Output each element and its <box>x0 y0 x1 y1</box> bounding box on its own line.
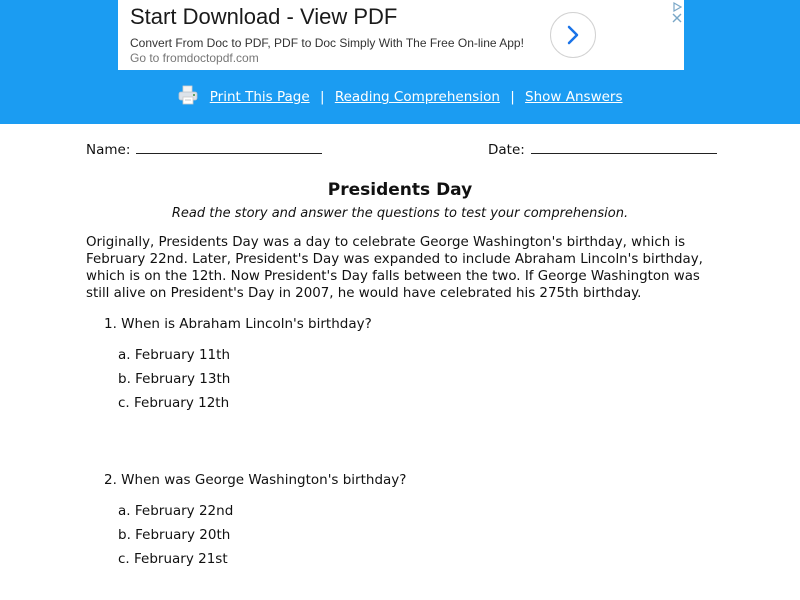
worksheet-title: Presidents Day <box>327 180 473 200</box>
close-icon[interactable] <box>672 13 682 23</box>
reading-comprehension-link[interactable]: Reading Comprehension <box>334 89 500 105</box>
name-field <box>86 140 322 158</box>
printer-icon[interactable] <box>177 84 199 106</box>
show-answers-link[interactable]: Show Answers <box>525 89 623 105</box>
name-label: Name: <box>86 142 131 158</box>
name-blank[interactable] <box>136 140 322 154</box>
question-2-option-b[interactable]: b. February 20th <box>118 527 231 543</box>
story-text: Originally, Presidents Day was a day to celebrate George Washington's birthday, which is February 22nd. Later, President's Day was expanded to include Abraham Lincoln's birthday, which is on the 12th. Now President's Day falls between the two. If George Washington was still alive on President's Day in 2007, he would have celebrated his 275th birthday. <box>86 235 703 301</box>
print-page-link[interactable]: Print This Page <box>209 89 310 105</box>
worksheet-nav <box>0 86 800 108</box>
advertisement[interactable] <box>118 0 684 70</box>
question-1: 1. When is Abraham Lincoln's birthday? <box>104 316 372 332</box>
ad-url[interactable]: Go to fromdoctopdf.com <box>130 51 259 65</box>
question-2-option-c[interactable]: c. February 21st <box>118 551 228 567</box>
worksheet-instructions: Read the story and answer the questions to test your comprehension. <box>171 206 629 221</box>
date-label: Date: <box>488 142 525 158</box>
ad-choices-icon[interactable] <box>672 2 682 12</box>
question-1-option-b[interactable]: b. February 13th <box>118 371 231 387</box>
question-2-option-a[interactable]: a. February 22nd <box>118 503 234 519</box>
date-blank[interactable] <box>531 140 717 154</box>
ad-title[interactable]: Start Download - View PDF <box>130 4 398 29</box>
nav-separator: | <box>510 89 515 105</box>
ad-controls <box>670 0 684 26</box>
question-1-option-c[interactable]: c. February 12th <box>118 395 230 411</box>
nav-separator: | <box>319 89 325 105</box>
top-banner <box>0 0 800 124</box>
date-field <box>488 140 717 158</box>
ad-go-button[interactable] <box>550 12 596 58</box>
ad-description[interactable]: Convert From Doc to PDF, PDF to Doc Simply With The Free On-line App! <box>130 36 524 50</box>
question-1-option-a[interactable]: a. February 11th <box>118 347 230 363</box>
chevron-right-icon <box>565 25 581 45</box>
question-2: 2. When was George Washington's birthday? <box>104 472 407 488</box>
